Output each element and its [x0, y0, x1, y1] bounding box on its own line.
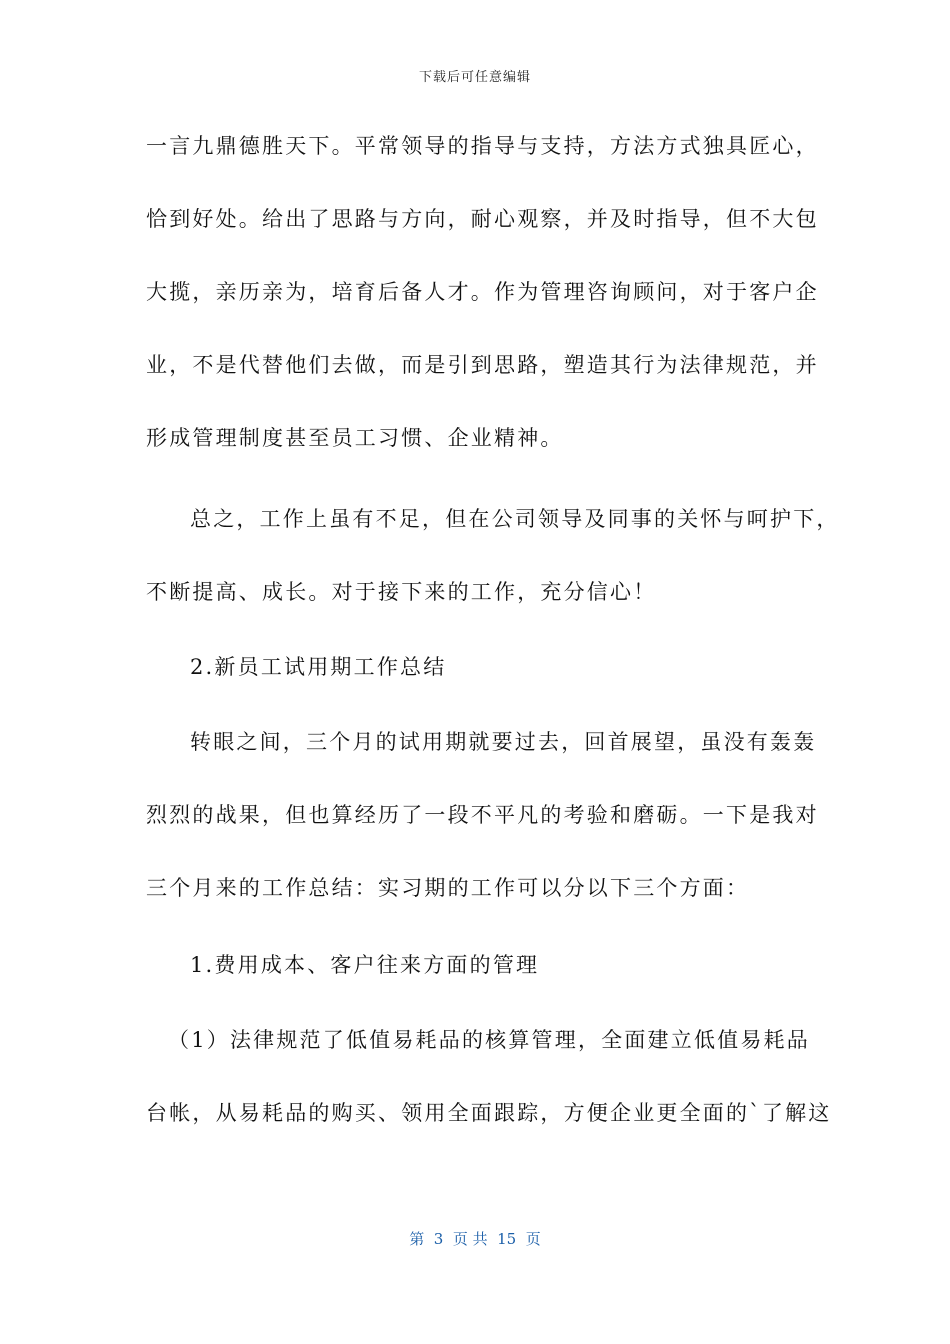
- page-header: 下载后可任意编辑: [418, 70, 531, 85]
- body-line: 转眼之间，三个月的试用期就要过去，回首展望，虽没有轰轰: [190, 730, 817, 754]
- body-line: 烈烈的战果，但也算经历了一段不平凡的考验和磨砺。一下是我对: [146, 803, 819, 827]
- body-line: 大揽，亲历亲为，培育后备人才。作为管理咨询顾问，对于客户企: [146, 280, 819, 304]
- page-number-footer: 第 3 页 共 15 页: [409, 1230, 541, 1248]
- section-heading: 2.新员工试用期工作总结: [190, 655, 447, 679]
- body-line: 形成管理制度甚至员工习惯、企业精神。: [146, 426, 564, 450]
- body-line: （1）法律规范了低值易耗品的核算管理，全面建立低值易耗品: [168, 1028, 810, 1052]
- body-line: 业，不是代替他们去做，而是引到思路，塑造其行为法律规范，并: [146, 353, 819, 377]
- body-line: 恰到好处。给出了思路与方向，耐心观察，并及时指导，但不大包: [146, 207, 819, 231]
- body-line: 台帐，从易耗品的购买、领用全面跟踪，方便企业更全面的`了解这: [146, 1101, 832, 1125]
- subsection-heading: 1.费用成本、客户往来方面的管理: [190, 953, 540, 977]
- body-line: 总之，工作上虽有不足，但在公司领导及同事的关怀与呵护下，: [190, 507, 840, 531]
- body-line: 三个月来的工作总结：实习期的工作可以分以下三个方面：: [146, 876, 750, 900]
- body-line: 不断提高、成长。对于接下来的工作，充分信心！: [146, 580, 657, 604]
- body-line: 一言九鼎德胜天下。平常领导的指导与支持，方法方式独具匠心，: [146, 134, 819, 158]
